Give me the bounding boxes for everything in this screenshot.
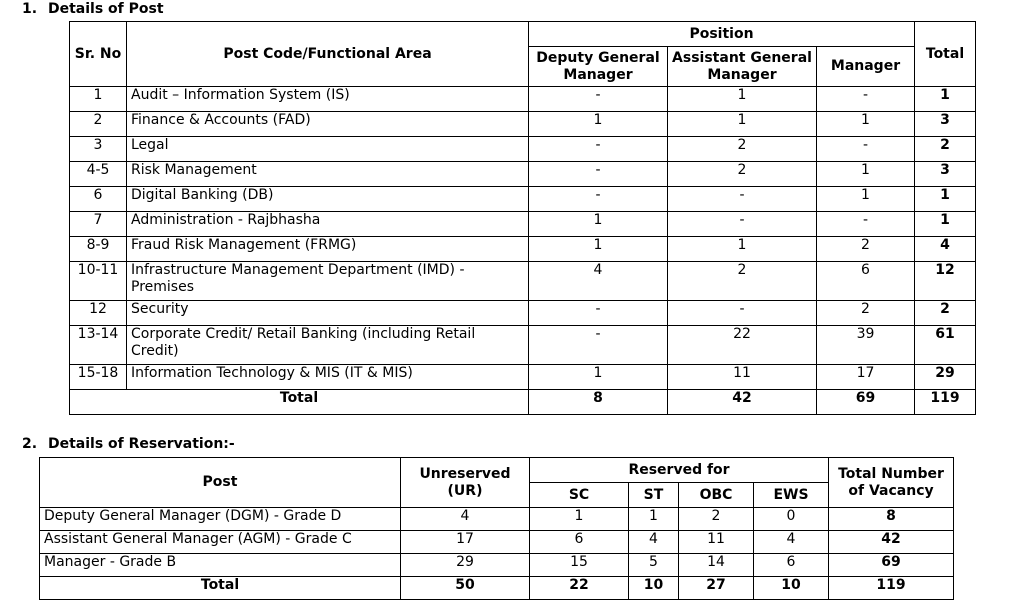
dgm-count-cell: 1 <box>529 212 668 237</box>
functional-area-cell: Fraud Risk Management (FRMG) <box>127 237 529 262</box>
manager-count-cell: 1 <box>817 187 915 212</box>
manager-count-cell: 2 <box>817 301 915 326</box>
manager-total-cell: 69 <box>817 390 915 415</box>
obc-cell: 11 <box>679 531 754 554</box>
post-name-cell: Assistant General Manager (AGM) - Grade C <box>40 531 401 554</box>
header-obc: OBC <box>679 483 754 508</box>
table-row <box>70 365 976 390</box>
table-row <box>40 508 954 531</box>
header-sc: SC <box>530 483 629 508</box>
section1-heading <box>22 1 164 17</box>
row-total-cell: 12 <box>915 262 976 301</box>
sc-cell: 15 <box>530 554 629 577</box>
ur-cell: 17 <box>401 531 530 554</box>
reservation-table <box>39 457 954 600</box>
header-dgm: Deputy General Manager <box>529 47 668 87</box>
agm-count-cell: 2 <box>668 162 817 187</box>
ur-cell: 29 <box>401 554 530 577</box>
post-name-cell: Deputy General Manager (DGM) - Grade D <box>40 508 401 531</box>
manager-count-cell: 6 <box>817 262 915 301</box>
st-cell: 5 <box>629 554 679 577</box>
header-ews: EWS <box>754 483 829 508</box>
post-name-cell: Manager - Grade B <box>40 554 401 577</box>
header-total: Total <box>915 22 976 87</box>
header-reserved-for: Reserved for <box>530 458 829 483</box>
obc-total-cell: 27 <box>679 577 754 600</box>
manager-count-cell: 1 <box>817 162 915 187</box>
functional-area-cell: Corporate Credit/ Retail Banking (including Retail Credit) <box>127 326 529 365</box>
manager-count-cell: 39 <box>817 326 915 365</box>
table-row <box>40 531 954 554</box>
dgm-count-cell: - <box>529 326 668 365</box>
header-agm: Assistant General Manager <box>668 47 817 87</box>
agm-count-cell: 2 <box>668 137 817 162</box>
agm-count-cell: - <box>668 212 817 237</box>
section2-heading <box>22 436 235 452</box>
row-total-cell: 2 <box>915 301 976 326</box>
dgm-total-cell: 8 <box>529 390 668 415</box>
sr-no-cell: 4-5 <box>70 162 127 187</box>
header-manager: Manager <box>817 47 915 87</box>
dgm-count-cell: - <box>529 162 668 187</box>
sc-cell: 1 <box>530 508 629 531</box>
post-details-table <box>69 21 976 415</box>
ur-cell: 4 <box>401 508 530 531</box>
ews-cell: 4 <box>754 531 829 554</box>
agm-count-cell: 1 <box>668 112 817 137</box>
manager-count-cell: - <box>817 212 915 237</box>
obc-cell: 14 <box>679 554 754 577</box>
header-post: Post <box>40 458 401 508</box>
vacancy-total-cell: 42 <box>829 531 954 554</box>
manager-count-cell: 2 <box>817 237 915 262</box>
table-row <box>70 87 976 112</box>
table-row <box>70 112 976 137</box>
agm-count-cell: 2 <box>668 262 817 301</box>
sr-no-cell: 12 <box>70 301 127 326</box>
header-total-vacancy: Total Number of Vacancy <box>829 458 954 508</box>
row-total-cell: 3 <box>915 112 976 137</box>
total-row <box>40 577 954 600</box>
section1-number: 1. <box>22 1 38 17</box>
sr-no-cell: 10-11 <box>70 262 127 301</box>
total-row <box>70 390 976 415</box>
sc-total-cell: 22 <box>530 577 629 600</box>
dgm-count-cell: 1 <box>529 112 668 137</box>
sr-no-cell: 1 <box>70 87 127 112</box>
sr-no-cell: 15-18 <box>70 365 127 390</box>
sc-cell: 6 <box>530 531 629 554</box>
vacancy-total-cell: 8 <box>829 508 954 531</box>
grand-total-cell: 119 <box>915 390 976 415</box>
manager-count-cell: - <box>817 87 915 112</box>
row-total-cell: 29 <box>915 365 976 390</box>
ews-total-cell: 10 <box>754 577 829 600</box>
st-total-cell: 10 <box>629 577 679 600</box>
dgm-count-cell: 4 <box>529 262 668 301</box>
header-post-code: Post Code/Functional Area <box>127 22 529 87</box>
section2-title: Details of Reservation:- <box>48 436 235 452</box>
row-total-cell: 3 <box>915 162 976 187</box>
table-row <box>70 137 976 162</box>
table-row <box>70 162 976 187</box>
row-total-cell: 61 <box>915 326 976 365</box>
functional-area-cell: Information Technology & MIS (IT & MIS) <box>127 365 529 390</box>
ews-cell: 0 <box>754 508 829 531</box>
sr-no-cell: 6 <box>70 187 127 212</box>
functional-area-cell: Administration - Rajbhasha <box>127 212 529 237</box>
sr-no-cell: 7 <box>70 212 127 237</box>
table-row <box>70 301 976 326</box>
functional-area-cell: Digital Banking (DB) <box>127 187 529 212</box>
section1-title: Details of Post <box>48 1 164 17</box>
header-sr-no: Sr. No <box>70 22 127 87</box>
table-row <box>70 237 976 262</box>
agm-count-cell: 22 <box>668 326 817 365</box>
row-total-cell: 1 <box>915 212 976 237</box>
agm-count-cell: - <box>668 187 817 212</box>
manager-count-cell: 1 <box>817 112 915 137</box>
dgm-count-cell: - <box>529 301 668 326</box>
sr-no-cell: 8-9 <box>70 237 127 262</box>
sr-no-cell: 3 <box>70 137 127 162</box>
dgm-count-cell: - <box>529 187 668 212</box>
section2-number: 2. <box>22 436 38 452</box>
table-row <box>70 262 976 301</box>
table-row <box>70 187 976 212</box>
header-st: ST <box>629 483 679 508</box>
total-label: Total <box>40 577 401 600</box>
functional-area-cell: Audit – Information System (IS) <box>127 87 529 112</box>
vacancy-total-cell: 69 <box>829 554 954 577</box>
agm-count-cell: - <box>668 301 817 326</box>
ur-total-cell: 50 <box>401 577 530 600</box>
ews-cell: 6 <box>754 554 829 577</box>
obc-cell: 2 <box>679 508 754 531</box>
st-cell: 1 <box>629 508 679 531</box>
functional-area-cell: Legal <box>127 137 529 162</box>
row-total-cell: 2 <box>915 137 976 162</box>
table-row <box>40 554 954 577</box>
agm-count-cell: 11 <box>668 365 817 390</box>
st-cell: 4 <box>629 531 679 554</box>
manager-count-cell: - <box>817 137 915 162</box>
functional-area-cell: Infrastructure Management Department (IMD) - Premises <box>127 262 529 301</box>
agm-count-cell: 1 <box>668 87 817 112</box>
sr-no-cell: 13-14 <box>70 326 127 365</box>
dgm-count-cell: 1 <box>529 237 668 262</box>
total-label: Total <box>70 390 529 415</box>
header-position: Position <box>529 22 915 47</box>
functional-area-cell: Finance & Accounts (FAD) <box>127 112 529 137</box>
row-total-cell: 4 <box>915 237 976 262</box>
manager-count-cell: 17 <box>817 365 915 390</box>
table-row <box>70 212 976 237</box>
dgm-count-cell: - <box>529 137 668 162</box>
dgm-count-cell: 1 <box>529 365 668 390</box>
table-row <box>70 326 976 365</box>
functional-area-cell: Security <box>127 301 529 326</box>
header-ur: Unreserved (UR) <box>401 458 530 508</box>
agm-count-cell: 1 <box>668 237 817 262</box>
functional-area-cell: Risk Management <box>127 162 529 187</box>
agm-total-cell: 42 <box>668 390 817 415</box>
dgm-count-cell: - <box>529 87 668 112</box>
sr-no-cell: 2 <box>70 112 127 137</box>
grand-total-cell: 119 <box>829 577 954 600</box>
row-total-cell: 1 <box>915 187 976 212</box>
row-total-cell: 1 <box>915 87 976 112</box>
